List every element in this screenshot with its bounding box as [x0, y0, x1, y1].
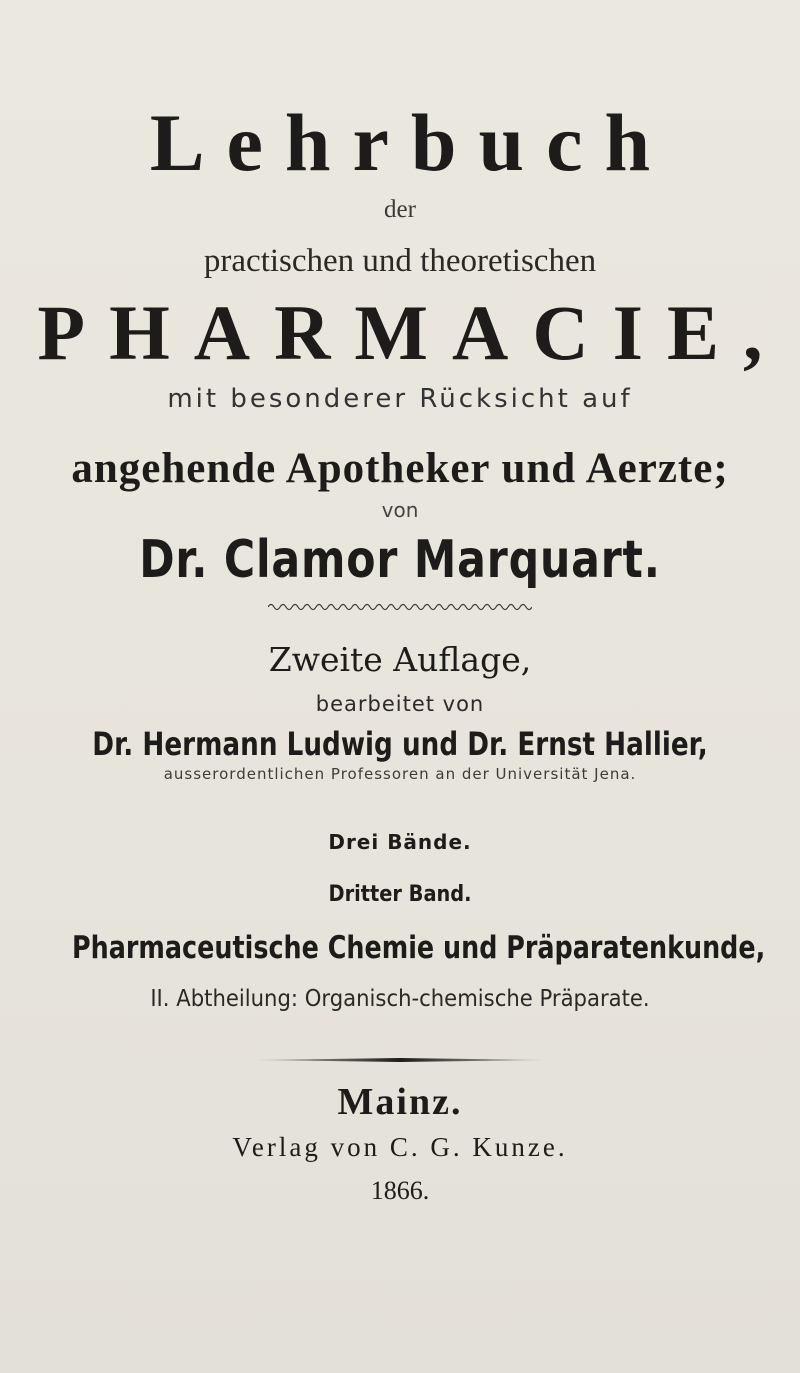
subject-pharmacie: PHARMACIE, — [37, 289, 787, 376]
volume-number: Dritter Band. — [328, 882, 472, 907]
subtitle-practical-theoretical: practischen und theoretischen — [203, 243, 597, 279]
year: 1866. — [370, 1176, 430, 1205]
place: Mainz. — [337, 1081, 463, 1123]
author-name: Dr. Clamor Marquart. — [139, 530, 661, 590]
subtitle-regard: mit besonderer Rücksicht auf — [167, 384, 633, 414]
editors: Dr. Hermann Ludwig und Dr. Ernst Hallier, — [92, 725, 708, 763]
volume-count: Drei Bände. — [328, 830, 472, 854]
section-title: II. Abtheilung: Organisch-chemische Präparate. — [150, 986, 650, 1012]
wavy-rule-ornament — [268, 600, 532, 614]
thick-thin-rule — [255, 1058, 545, 1062]
connector-der: der — [384, 196, 416, 223]
edition: Zweite Auflage, — [268, 640, 532, 679]
volume-title: Pharmaceutische Chemie und Präparatenkunde, — [72, 930, 766, 966]
by-line: von — [381, 498, 419, 522]
revised-by: bearbeitet von — [315, 692, 485, 716]
book-title: Lehrbuch — [149, 97, 673, 188]
publisher: Verlag von C. G. Kunze. — [232, 1132, 568, 1162]
audience-line: angehende Apotheker und Aerzte; — [71, 445, 729, 492]
editors-affiliation: ausserordentlichen Professoren an der Universität Jena. — [163, 765, 637, 783]
